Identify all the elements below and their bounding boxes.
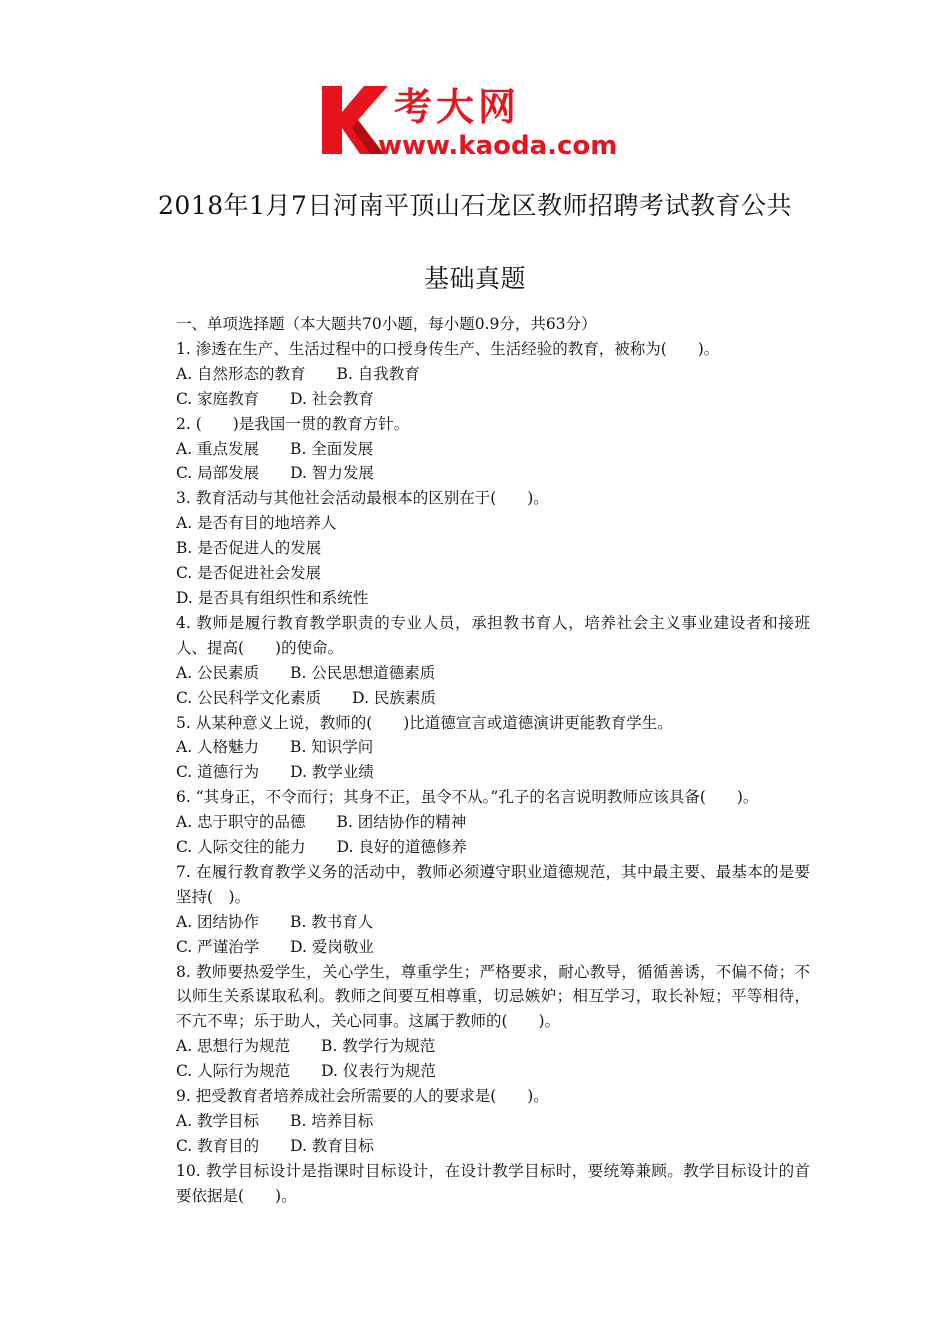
text-line: A. 教学目标 B. 培养目标 [176, 1112, 374, 1130]
text-line: C. 严谨治学 D. 爱岗敬业 [176, 937, 374, 956]
text-line: 4. 教师是履行教育教学职责的专业人员，承担教书育人，培养社会主义事业建设者和接班人、提高( )的使命。 [176, 613, 810, 657]
page-title-line1: 2018年1月7日河南平顶山石龙区教师招聘考试教育公共 [158, 191, 792, 220]
text-line: C. 人际交往的能力 D. 良好的道德修养 [176, 838, 467, 857]
text-line: A. 是否有目的地培养人 [176, 514, 337, 533]
text-line: 9. 把受教育者培养成社会所需要的人的要求是( )。 [176, 1087, 549, 1106]
text-line: 1. 渗透在生产、生活过程中的口授身传生产、生活经验的教育，被称为( )。 [176, 339, 720, 358]
logo-url-text: www.kaoda.com [378, 131, 618, 161]
text-line: B. 是否促进人的发展 [176, 539, 322, 558]
text-line: C. 教育目的 D. 教育目标 [176, 1136, 374, 1155]
text-line: A. 人格魅力 B. 知识学问 [176, 738, 374, 757]
text-line: 一、单项选择题（本大题共70小题，每小题0.9分，共63分） [176, 315, 597, 333]
text-line: A. 自然形态的教育 B. 自我教育 [176, 364, 420, 383]
kaoda-logo [318, 82, 638, 162]
text-line: C. 是否促进社会发展 [176, 564, 322, 583]
text-line: D. 是否具有组织性和系统性 [176, 588, 369, 607]
text-line: C. 道德行为 D. 教学业绩 [176, 763, 374, 782]
kaoda-logo-mark [318, 82, 638, 162]
text-line: A. 公民素质 B. 公民思想道德素质 [176, 663, 436, 682]
text-line: 3. 教育活动与其他社会活动最根本的区别在于( )。 [176, 489, 549, 508]
text-line: A. 团结协作 B. 教书育人 [176, 912, 374, 931]
text-line: A. 忠于职守的品德 B. 团结协作的精神 [176, 813, 467, 832]
page-title-line2: 基础真题 [423, 264, 526, 293]
text-line: C. 局部发展 D. 智力发展 [176, 464, 374, 483]
text-line: C. 家庭教育 D. 社会教育 [176, 389, 374, 408]
question-list [146, 312, 810, 1209]
text-line: 10. 教学目标设计是指课时目标设计，在设计教学目标时，要统筹兼顾。教学目标设计的首要依据是( )。 [176, 1161, 810, 1205]
text-line: 8. 教师要热爱学生，关心学生，尊重学生；严格要求，耐心教导，循循善诱，不偏不倚；不以师生关系谋取私利。教师之间要互相尊重，切忌嫉妒；相互学习，取长补短；平等相待，不亢不卑；乐于助人，关心同事。这属于教师的( )。 [176, 962, 810, 1031]
text-line: A. 重点发展 B. 全面发展 [176, 439, 374, 458]
text-line: C. 公民科学文化素质 D. 民族素质 [176, 688, 436, 707]
logo-cn-text: 考大网 [394, 85, 521, 129]
text-line: 2. ( )是我国一贯的教育方针。 [176, 414, 410, 433]
text-line: 7. 在履行教育教学义务的活动中，教师必须遵守职业道德规范，其中最主要、最基本的是要坚持( )。 [176, 862, 810, 906]
text-line: A. 思想行为规范 B. 教学行为规范 [176, 1037, 436, 1056]
text-line: 5. 从某种意义上说，教师的( )比道德宣言或道德演讲更能教育学生。 [176, 713, 673, 732]
text-line: 6. “其身正，不令而行；其身不正，虽令不从。”孔子的名言说明教师应该具备( )。 [176, 788, 759, 807]
text-line: C. 人际行为规范 D. 仪表行为规范 [176, 1062, 436, 1081]
